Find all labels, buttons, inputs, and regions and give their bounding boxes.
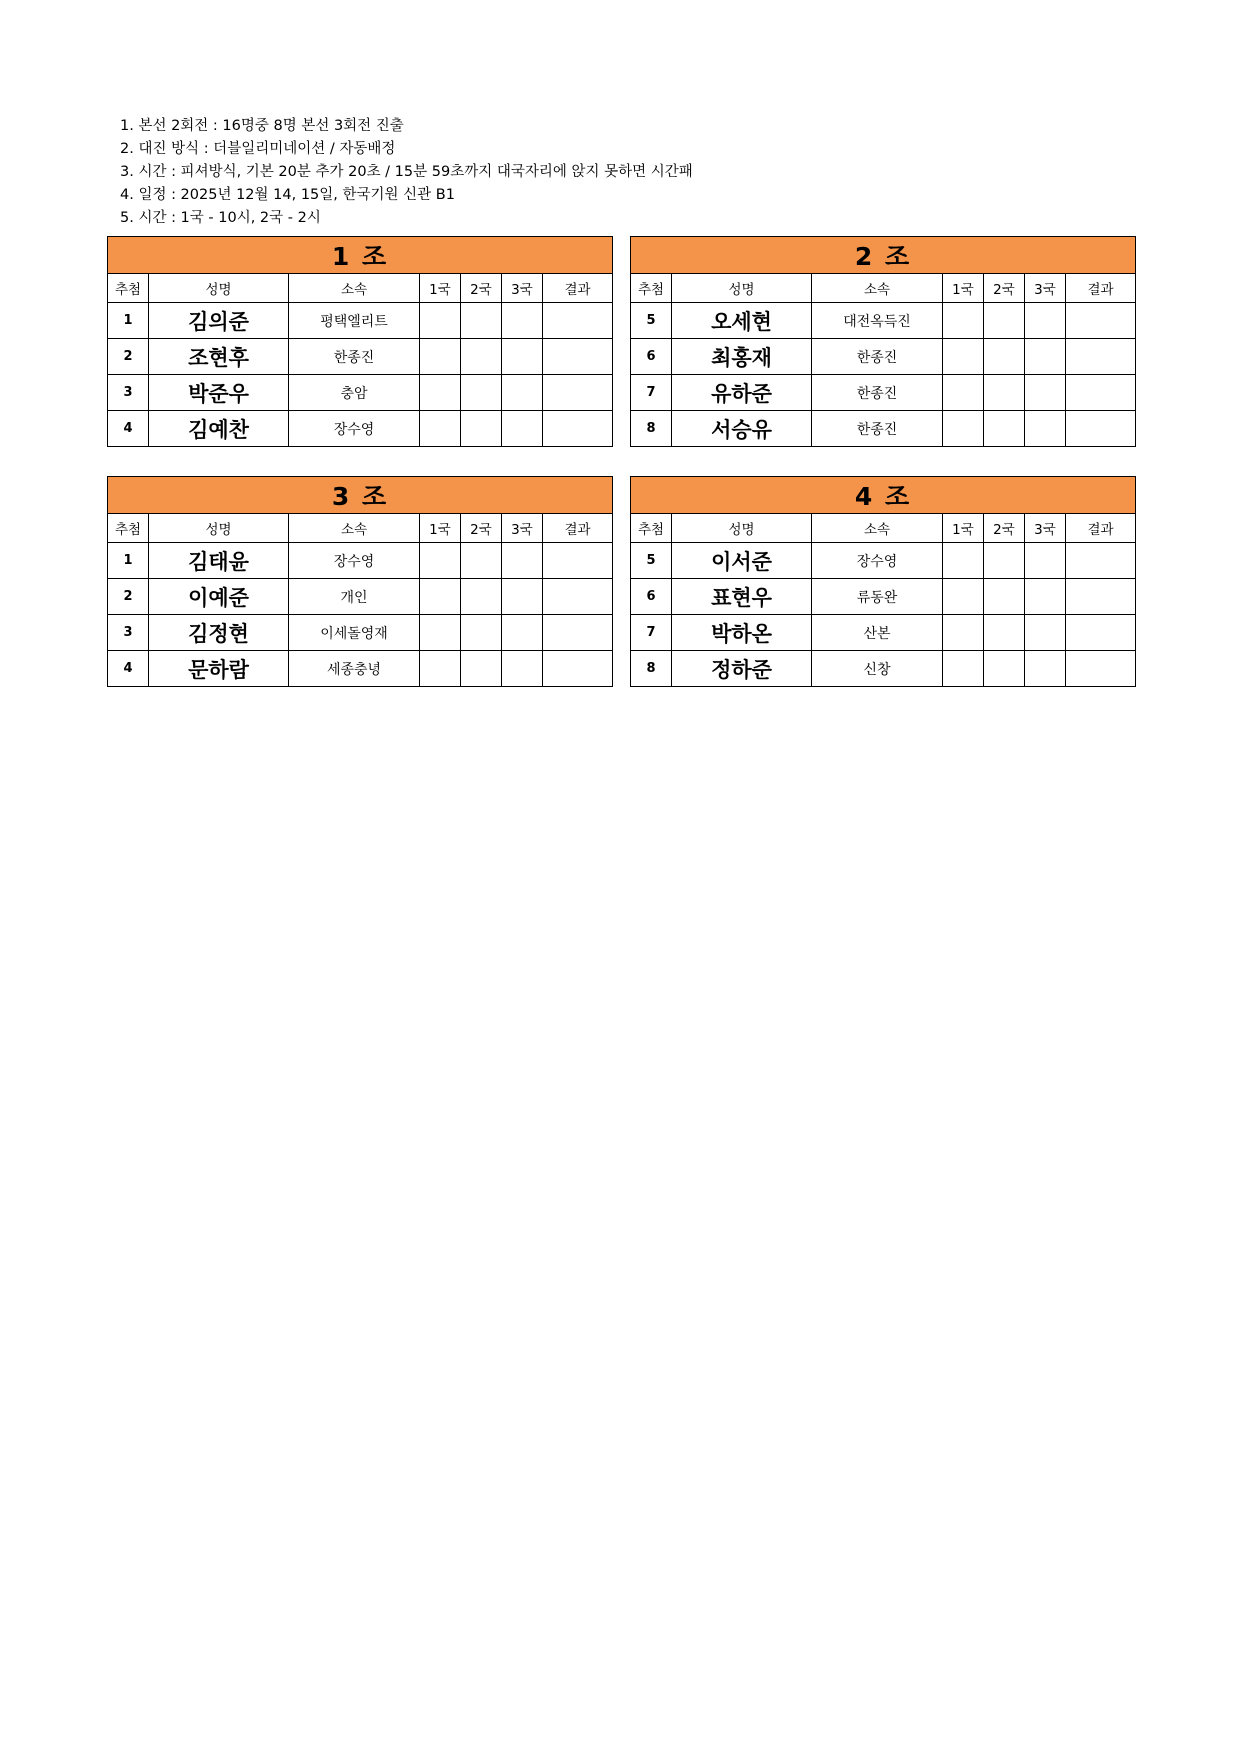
player-name: 서승유 xyxy=(672,411,812,447)
column-header-club: 소속 xyxy=(812,274,943,303)
game-2-cell xyxy=(984,543,1025,579)
player-club: 평택엘리트 xyxy=(289,303,420,339)
rule-item: 3. 시간 : 피셔방식, 기본 20분 추가 20초 / 15분 59초까지 대국자리에 앉지 못하면 시간패 xyxy=(120,164,693,180)
game-2-cell xyxy=(461,543,502,579)
game-3-cell xyxy=(1025,543,1066,579)
player-name: 이예준 xyxy=(149,579,289,615)
column-header-g2: 2국 xyxy=(984,514,1025,543)
player-name: 조현후 xyxy=(149,339,289,375)
group-table xyxy=(630,236,1136,447)
player-name: 박준우 xyxy=(149,375,289,411)
column-header-result: 결과 xyxy=(1066,274,1136,303)
column-header-result: 결과 xyxy=(543,274,613,303)
game-2-cell xyxy=(984,303,1025,339)
player-club: 개인 xyxy=(289,579,420,615)
game-3-cell xyxy=(1025,615,1066,651)
table-row xyxy=(108,339,613,375)
draw-number: 4 xyxy=(108,411,149,447)
draw-number: 7 xyxy=(631,375,672,411)
table-row xyxy=(108,543,613,579)
player-name: 김예찬 xyxy=(149,411,289,447)
table-row xyxy=(108,303,613,339)
table-row xyxy=(108,375,613,411)
player-club: 장수영 xyxy=(812,543,943,579)
rule-item: 1. 본선 2회전 : 16명중 8명 본선 3회전 진출 xyxy=(120,118,404,134)
group-table xyxy=(107,236,613,447)
draw-number: 6 xyxy=(631,579,672,615)
player-name: 문하람 xyxy=(149,651,289,687)
draw-number: 7 xyxy=(631,615,672,651)
game-1-cell xyxy=(420,615,461,651)
column-header-g3: 3국 xyxy=(1025,514,1066,543)
result-cell xyxy=(1066,303,1136,339)
player-club: 류동완 xyxy=(812,579,943,615)
column-header-name: 성명 xyxy=(149,514,289,543)
draw-number: 5 xyxy=(631,303,672,339)
result-cell xyxy=(543,339,613,375)
player-club: 한종진 xyxy=(812,339,943,375)
result-cell xyxy=(1066,579,1136,615)
game-1-cell xyxy=(420,651,461,687)
column-header-name: 성명 xyxy=(672,274,812,303)
player-name: 김의준 xyxy=(149,303,289,339)
player-club: 한종진 xyxy=(812,375,943,411)
result-cell xyxy=(1066,651,1136,687)
player-club: 한종진 xyxy=(289,339,420,375)
column-header-g1: 1국 xyxy=(420,514,461,543)
game-1-cell xyxy=(420,303,461,339)
player-club: 충암 xyxy=(289,375,420,411)
column-header-name: 성명 xyxy=(672,514,812,543)
game-2-cell xyxy=(984,411,1025,447)
group-table xyxy=(630,476,1136,687)
table-row xyxy=(631,411,1136,447)
draw-number: 8 xyxy=(631,651,672,687)
column-header-club: 소속 xyxy=(289,274,420,303)
column-header-draw: 추첨 xyxy=(631,274,672,303)
table-row xyxy=(631,303,1136,339)
column-header-g2: 2국 xyxy=(461,274,502,303)
game-2-cell xyxy=(461,303,502,339)
player-name: 박하온 xyxy=(672,615,812,651)
game-3-cell xyxy=(1025,339,1066,375)
result-cell xyxy=(1066,375,1136,411)
result-cell xyxy=(1066,339,1136,375)
draw-number: 2 xyxy=(108,339,149,375)
game-3-cell xyxy=(1025,303,1066,339)
player-name: 이서준 xyxy=(672,543,812,579)
game-1-cell xyxy=(420,411,461,447)
player-name: 유하준 xyxy=(672,375,812,411)
player-club: 장수영 xyxy=(289,411,420,447)
player-name: 김태윤 xyxy=(149,543,289,579)
result-cell xyxy=(543,411,613,447)
column-header-g3: 3국 xyxy=(502,514,543,543)
game-3-cell xyxy=(502,303,543,339)
game-2-cell xyxy=(461,375,502,411)
table-row xyxy=(631,651,1136,687)
player-club: 산본 xyxy=(812,615,943,651)
draw-number: 6 xyxy=(631,339,672,375)
column-header-g2: 2국 xyxy=(984,274,1025,303)
game-3-cell xyxy=(1025,579,1066,615)
player-name: 표현우 xyxy=(672,579,812,615)
player-name: 김정현 xyxy=(149,615,289,651)
game-2-cell xyxy=(461,615,502,651)
table-row xyxy=(108,579,613,615)
game-3-cell xyxy=(502,615,543,651)
group-title: 3 조 xyxy=(108,477,613,514)
game-1-cell xyxy=(420,339,461,375)
game-1-cell xyxy=(943,543,984,579)
column-header-g3: 3국 xyxy=(1025,274,1066,303)
draw-number: 2 xyxy=(108,579,149,615)
game-3-cell xyxy=(502,339,543,375)
result-cell xyxy=(1066,543,1136,579)
draw-number: 3 xyxy=(108,615,149,651)
rule-item: 4. 일정 : 2025년 12월 14, 15일, 한국기원 신관 B1 xyxy=(120,187,455,203)
game-2-cell xyxy=(984,579,1025,615)
table-row xyxy=(631,579,1136,615)
player-name: 최홍재 xyxy=(672,339,812,375)
table-row xyxy=(108,651,613,687)
rule-item: 5. 시간 : 1국 - 10시, 2국 - 2시 xyxy=(120,210,321,226)
game-2-cell xyxy=(984,615,1025,651)
group-table xyxy=(107,476,613,687)
game-1-cell xyxy=(943,411,984,447)
column-header-draw: 추첨 xyxy=(631,514,672,543)
game-2-cell xyxy=(461,579,502,615)
table-row xyxy=(631,339,1136,375)
game-1-cell xyxy=(943,579,984,615)
game-2-cell xyxy=(461,651,502,687)
game-1-cell xyxy=(420,579,461,615)
table-row xyxy=(108,615,613,651)
rule-item: 2. 대진 방식 : 더블일리미네이션 / 자동배정 xyxy=(120,141,396,157)
game-2-cell xyxy=(984,375,1025,411)
result-cell xyxy=(543,375,613,411)
game-1-cell xyxy=(943,303,984,339)
game-3-cell xyxy=(1025,411,1066,447)
draw-number: 1 xyxy=(108,543,149,579)
game-3-cell xyxy=(1025,651,1066,687)
result-cell xyxy=(543,543,613,579)
player-club: 대전옥득진 xyxy=(812,303,943,339)
draw-number: 1 xyxy=(108,303,149,339)
game-2-cell xyxy=(461,339,502,375)
game-2-cell xyxy=(461,411,502,447)
group-title: 1 조 xyxy=(108,237,613,274)
game-1-cell xyxy=(943,615,984,651)
group-title: 2 조 xyxy=(631,237,1136,274)
column-header-g3: 3국 xyxy=(502,274,543,303)
player-club: 세종충녕 xyxy=(289,651,420,687)
column-header-g1: 1국 xyxy=(420,274,461,303)
player-club: 신창 xyxy=(812,651,943,687)
game-3-cell xyxy=(502,411,543,447)
game-2-cell xyxy=(984,651,1025,687)
player-name: 오세현 xyxy=(672,303,812,339)
player-club: 한종진 xyxy=(812,411,943,447)
rules-list xyxy=(120,115,693,230)
game-1-cell xyxy=(943,651,984,687)
result-cell xyxy=(543,615,613,651)
result-cell xyxy=(1066,411,1136,447)
game-3-cell xyxy=(502,543,543,579)
table-row xyxy=(631,543,1136,579)
game-3-cell xyxy=(1025,375,1066,411)
player-club: 이세돌영재 xyxy=(289,615,420,651)
draw-number: 8 xyxy=(631,411,672,447)
column-header-result: 결과 xyxy=(543,514,613,543)
result-cell xyxy=(543,651,613,687)
result-cell xyxy=(1066,615,1136,651)
draw-number: 4 xyxy=(108,651,149,687)
game-3-cell xyxy=(502,651,543,687)
game-3-cell xyxy=(502,375,543,411)
column-header-draw: 추첨 xyxy=(108,274,149,303)
player-club: 장수영 xyxy=(289,543,420,579)
column-header-g1: 1국 xyxy=(943,514,984,543)
group-title: 4 조 xyxy=(631,477,1136,514)
game-1-cell xyxy=(943,339,984,375)
game-1-cell xyxy=(420,543,461,579)
game-2-cell xyxy=(984,339,1025,375)
table-row xyxy=(108,411,613,447)
column-header-result: 결과 xyxy=(1066,514,1136,543)
column-header-club: 소속 xyxy=(289,514,420,543)
draw-number: 5 xyxy=(631,543,672,579)
result-cell xyxy=(543,303,613,339)
player-name: 정하준 xyxy=(672,651,812,687)
column-header-g2: 2국 xyxy=(461,514,502,543)
table-row xyxy=(631,615,1136,651)
column-header-name: 성명 xyxy=(149,274,289,303)
game-1-cell xyxy=(943,375,984,411)
result-cell xyxy=(543,579,613,615)
table-row xyxy=(631,375,1136,411)
draw-number: 3 xyxy=(108,375,149,411)
column-header-club: 소속 xyxy=(812,514,943,543)
column-header-draw: 추첨 xyxy=(108,514,149,543)
column-header-g1: 1국 xyxy=(943,274,984,303)
game-3-cell xyxy=(502,579,543,615)
game-1-cell xyxy=(420,375,461,411)
